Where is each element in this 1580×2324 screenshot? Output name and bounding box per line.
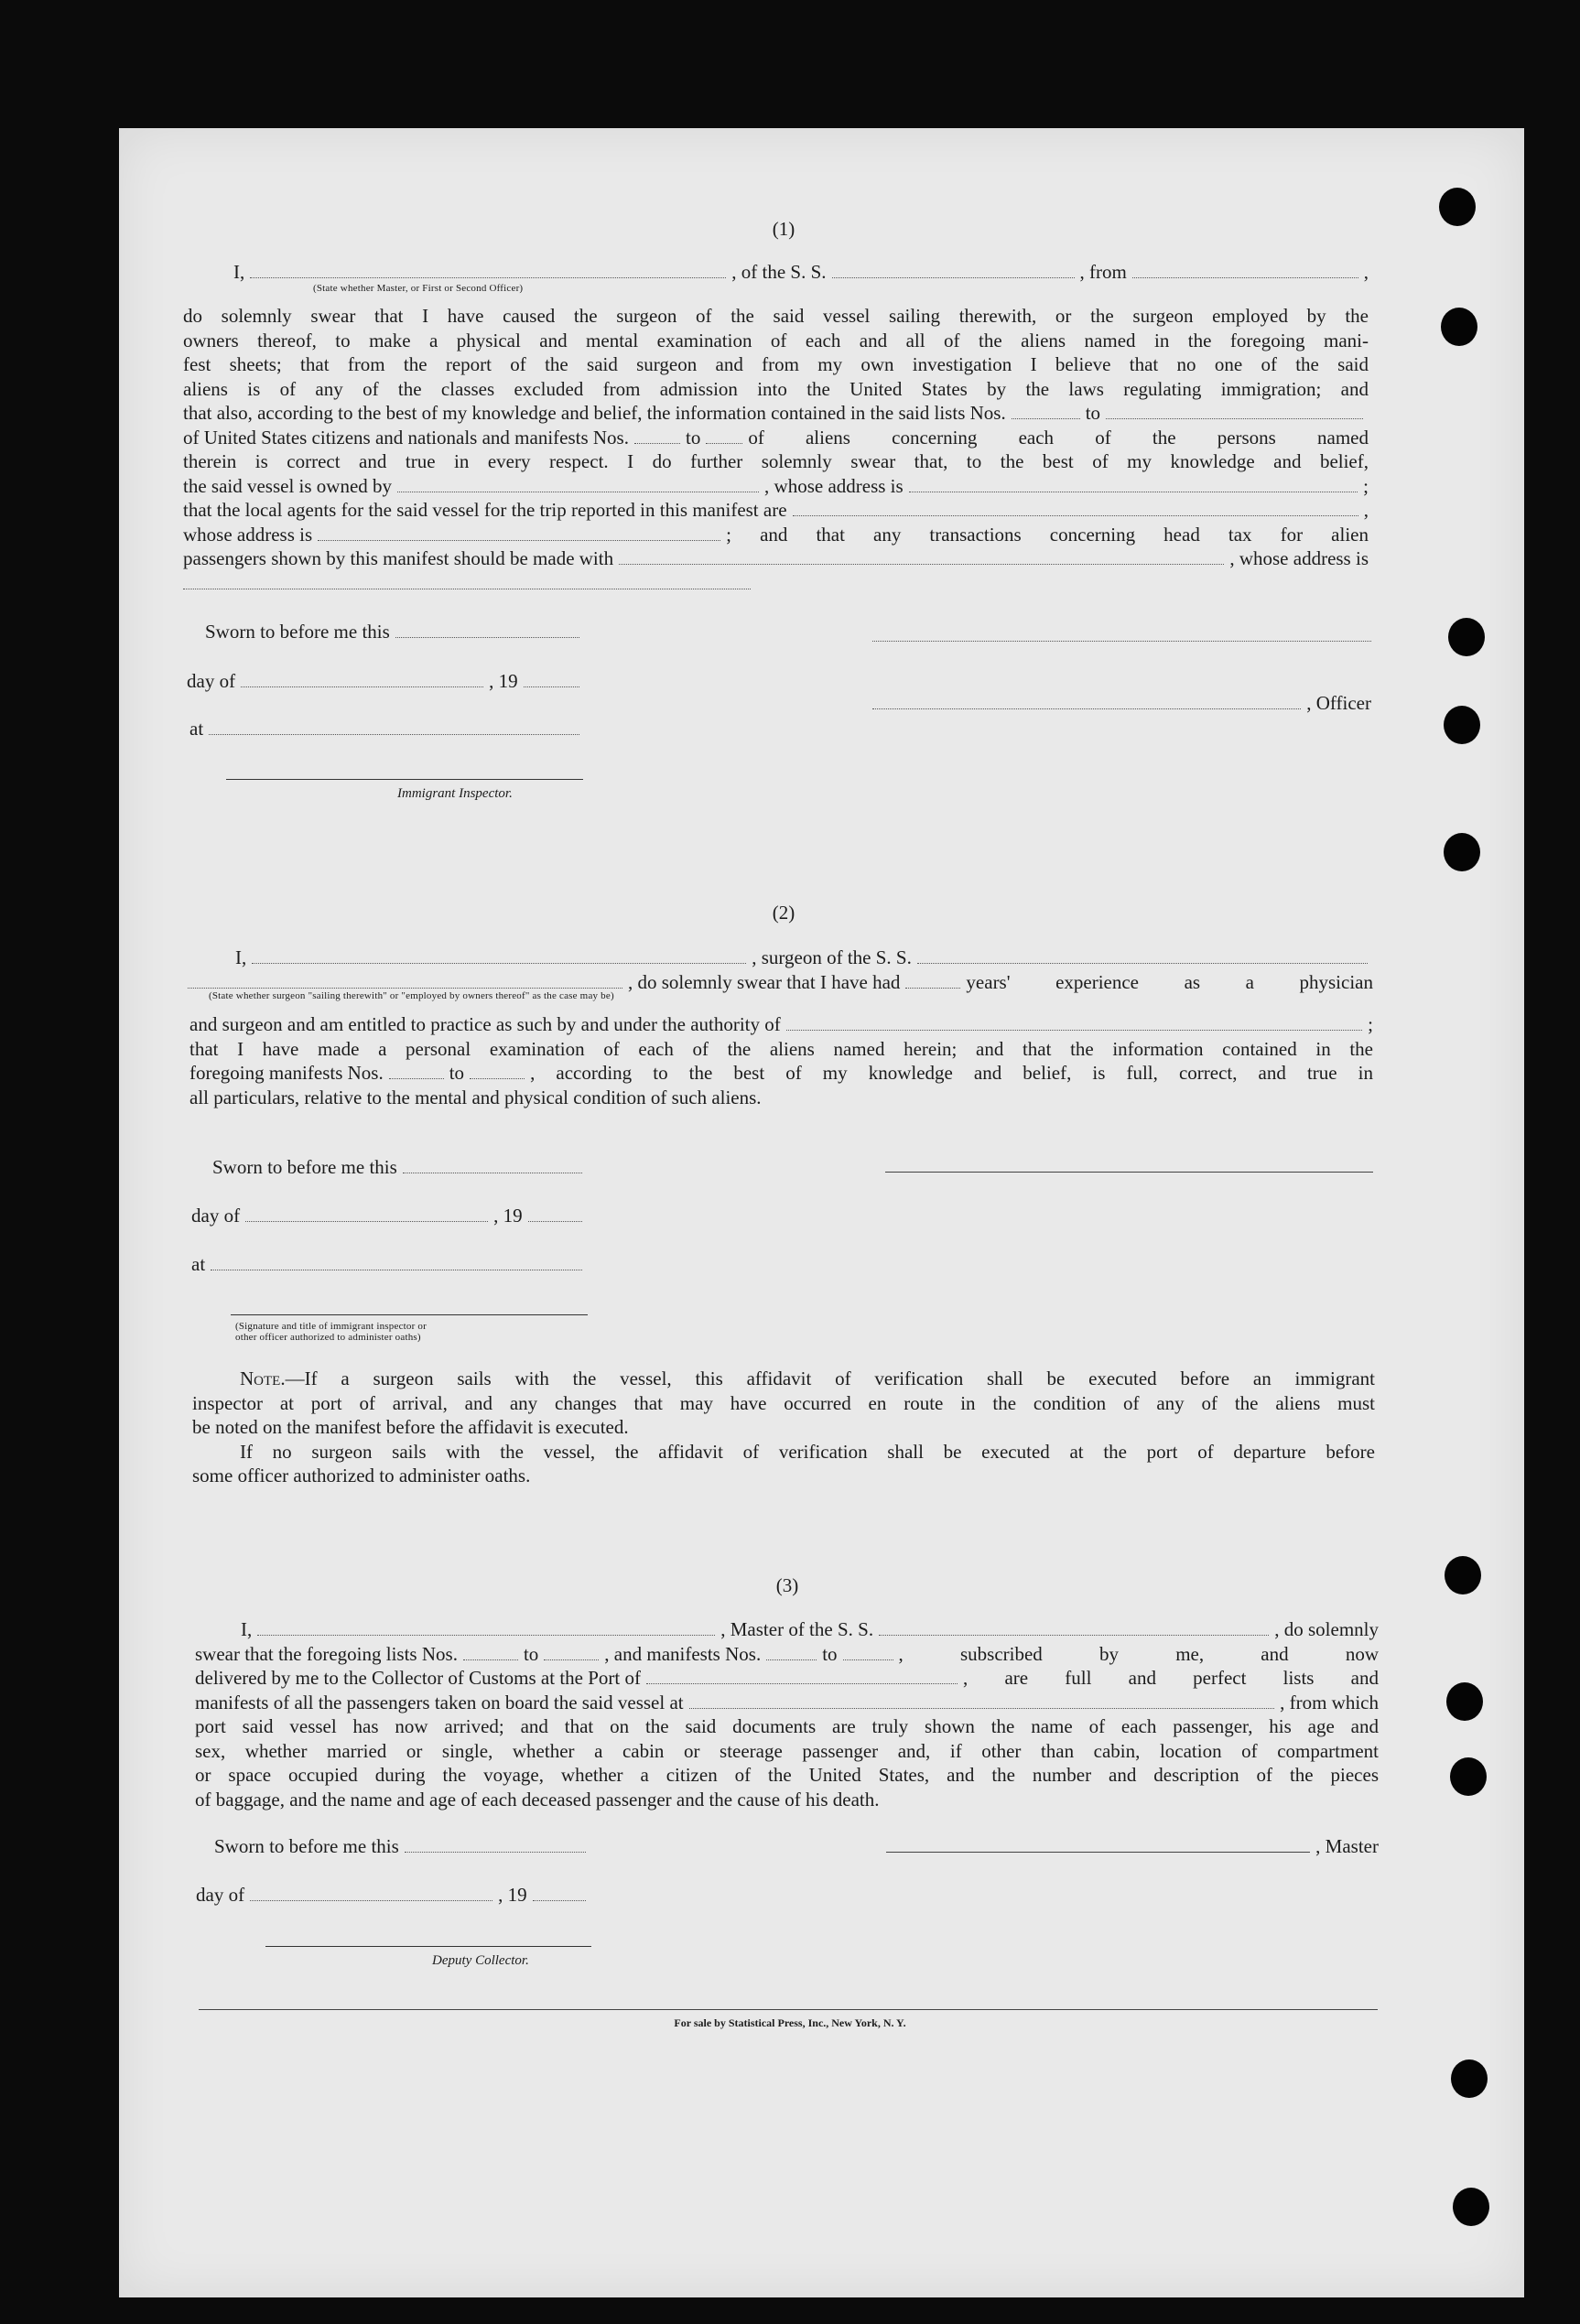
binder-hole [1450,1757,1487,1796]
section-2-day-line: day of , 19 [191,1204,588,1228]
signature-title-note: (Signature and title of immigrant inspector or other officer authorized to administer oaths) [235,1321,427,1343]
immigrant-inspector-caption: Immigrant Inspector. [397,786,513,801]
master-signature-line: , Master [886,1834,1379,1859]
local-agents-field[interactable] [793,501,1358,516]
binder-hole [1439,188,1476,226]
body-line: fest sheets; that from the report of the said surgeon and from my own investigation I believe that no one of the said [183,353,1369,375]
month-field[interactable] [250,1886,492,1901]
manifests-to-field[interactable] [706,428,742,444]
section-1-body: do solemnly swear that I have caused the surgeon of the said vessel sailing therewith, or the surgeon employed by the owners thereof, to make a physical and mental examination of each and all of the aliens named in the foregoing mani- fest sheets; that from the report of the said surgeon and from my own investigation I believe that no one of the said aliens is of any of the classes excluded from admission into the United States by the laws regulating immigration; and that also, according to the best of my knowledge and belief, the information contained in the said lists Nos. to of United States citizens and nationals and manifests Nos. to of aliens concerning each of the persons named therein is correct and true in every respect. I do further solemnly swear that, to the best of my knowledge and belief, the said vessel is owned by , whose address is ; that the local agents for the said vessel for the trip reported in this manifest are , whose address is ; and that any transactions concerning head tax for alien passengers shown by this manifest should be made with , whose address is [183,305,1369,569]
year-field[interactable] [528,1206,582,1222]
section-1-at-line: at [189,717,585,741]
section-3-body: I, , Master of the S. S. , do solemnly swear that the foregoing lists Nos. to , and manifests Nos. to , subscribed by me, and now delivered by me to the Collector of Customs at the Port of , are full and perfect lists and manifests of all the passengers taken on board the said vessel at , from which port said vessel has now arrived; and that on the said documents are truly shown the name of each passenger, his age and sex, whether married or single, whether a cabin or steerage passenger and, if other than cabin, location of compartment or space occupied during the voyage, whether a citizen of the United States, and the number and description of the pieces of baggage, and the name and age of each deceased passenger and the cause of his death. [195,1618,1379,1811]
body-line: do solemnly swear that I have caused the surgeon of the said vessel sailing therewith, or the surgeon employed by the [183,305,1369,327]
note-line: inspector at port of arrival, and any changes that may have occurred en route in the condition of any of the aliens must [192,1391,1375,1414]
officer-signature-field[interactable] [872,694,1301,709]
embarkation-field[interactable] [689,1693,1275,1709]
binder-hole [1444,833,1480,871]
master-name-field[interactable] [257,1620,715,1636]
section-1-header: (1) [772,218,795,240]
manifests-to-field[interactable] [843,1645,893,1660]
manifests-from-field[interactable] [634,428,680,444]
section-2-body: I, , surgeon of the S. S. , do solemnly swear that I have had years' experience as a physician [188,946,1373,994]
place-field[interactable] [209,719,579,735]
officer-name-line[interactable] [872,641,1371,642]
owner-field[interactable] [397,477,759,492]
year-field[interactable] [533,1886,586,1901]
sworn-date-field[interactable] [395,622,579,638]
head-tax-agent-field[interactable] [619,549,1224,565]
place-field[interactable] [211,1255,582,1270]
year-field[interactable] [524,672,579,687]
section-2-at-line: at [191,1252,588,1277]
section-2-header: (2) [772,902,795,924]
manifests-to-field[interactable] [470,1064,525,1079]
section-2-note: Note. —If a surgeon sails with the vessel, this affidavit of verification shall be executed before an immigrant inspector at port of arrival, and any changes that may have occurred en route in the condition of any of the aliens must be noted on the manifest before the affidavit is executed. If no surgeon sails with the vessel, the affidavit of verification shall be executed at the port of departure before some officer authorized to administer oaths. [192,1367,1375,1486]
binder-hole [1444,706,1480,744]
binder-hole [1453,2188,1489,2226]
section-1-day-line: day of , 19 [187,669,585,694]
section-1-first-line: I, , of the S. S. , from , [233,261,1369,283]
manifests-from-field[interactable] [766,1645,817,1660]
section-1-rank-note: (State whether Master, or First or Second Officer) [313,283,524,294]
section-3-day-line: day of , 19 [196,1883,591,1908]
owner-address-field[interactable] [909,477,1358,492]
sworn-date-field[interactable] [405,1837,586,1853]
section-2-status-note: (State whether surgeon "sailing therewith" or "employed by owners thereof" as the case may be) [209,990,614,1001]
body-line: owners thereof, to make a physical and mental examination of each and all of the aliens named in the foregoing mani- [183,329,1369,351]
section-3-header: (3) [775,1574,799,1596]
officer-rank-field[interactable] [250,263,726,278]
inspector-signature-line[interactable] [226,779,583,780]
lists-from-field[interactable] [463,1645,518,1660]
binder-hole [1446,1682,1483,1721]
officer-signature-line: , Officer [872,691,1371,716]
years-experience-field[interactable] [905,973,960,989]
from-port-field[interactable] [1132,263,1358,278]
port-field[interactable] [646,1669,958,1684]
body-line: that I have made a personal examination of each of the aliens named herein; and that the information contained in the [189,1037,1373,1060]
note-line: If no surgeon sails with the vessel, the affidavit of verification shall be executed at the port of departure before [240,1440,1375,1463]
lists-from-field[interactable] [1012,404,1080,419]
sworn-date-field[interactable] [403,1158,582,1173]
body-line: sex, whether married or single, whether a cabin or steerage passenger and, if other than cabin, location of compartment [195,1739,1379,1762]
authority-field[interactable] [786,1015,1362,1031]
inspector-signature-line[interactable] [231,1314,588,1315]
month-field[interactable] [245,1206,488,1222]
agents-address-field[interactable] [318,525,720,541]
binder-hole [1441,308,1477,346]
section-2-sworn-line: Sworn to before me this [212,1155,588,1180]
section-2-body-continued: and surgeon and am entitled to practice as such by and under the authority of ; that I have made a personal examination of each of the aliens named herein; and that the information contained in the foregoing manifests Nos. to , according to the best of my knowledge and belief, is full, correct, and true in all particulars, relative to the mental and physical condition of such aliens. [189,1013,1373,1108]
deputy-collector-caption: Deputy Collector. [432,1953,529,1968]
manifests-from-field[interactable] [389,1064,444,1079]
binder-hole [1445,1556,1481,1594]
body-line: or space occupied during the voyage, whether a citizen of the United States, and the number and description of the pieces [195,1764,1379,1786]
surgeon-signature-line[interactable] [885,1172,1373,1173]
lists-to-field[interactable] [544,1645,599,1660]
body-line: aliens is of any of the classes excluded from admission into the United States by the laws regulating immigration; and [183,377,1369,400]
section-1-sworn-line: Sworn to before me this [205,620,585,644]
surgeon-status-field[interactable] [188,973,622,989]
master-signature-field[interactable] [886,1837,1310,1853]
surgeon-vessel-field[interactable] [917,948,1368,964]
master-vessel-field[interactable] [879,1620,1269,1636]
section-3-sworn-line: Sworn to before me this [214,1834,591,1859]
footer-rule [199,2009,1378,2010]
month-field[interactable] [241,672,483,687]
lists-to-field[interactable] [1106,404,1363,419]
printer-imprint: For sale by Statistical Press, Inc., New York, N. Y. [674,2016,906,2029]
surgeon-name-field[interactable] [252,948,746,964]
binder-hole [1451,2059,1488,2098]
body-line: therein is correct and true in every respect. I do further solemnly swear that, to the best of my knowledge and belief, [183,450,1369,472]
vessel-name-field[interactable] [832,263,1075,278]
deputy-collector-signature-line[interactable] [265,1946,591,1947]
binder-hole [1448,618,1485,656]
body-line: port said vessel has now arrived; and that on the said documents are truly shown the name of each passenger, his age and [195,1715,1379,1737]
